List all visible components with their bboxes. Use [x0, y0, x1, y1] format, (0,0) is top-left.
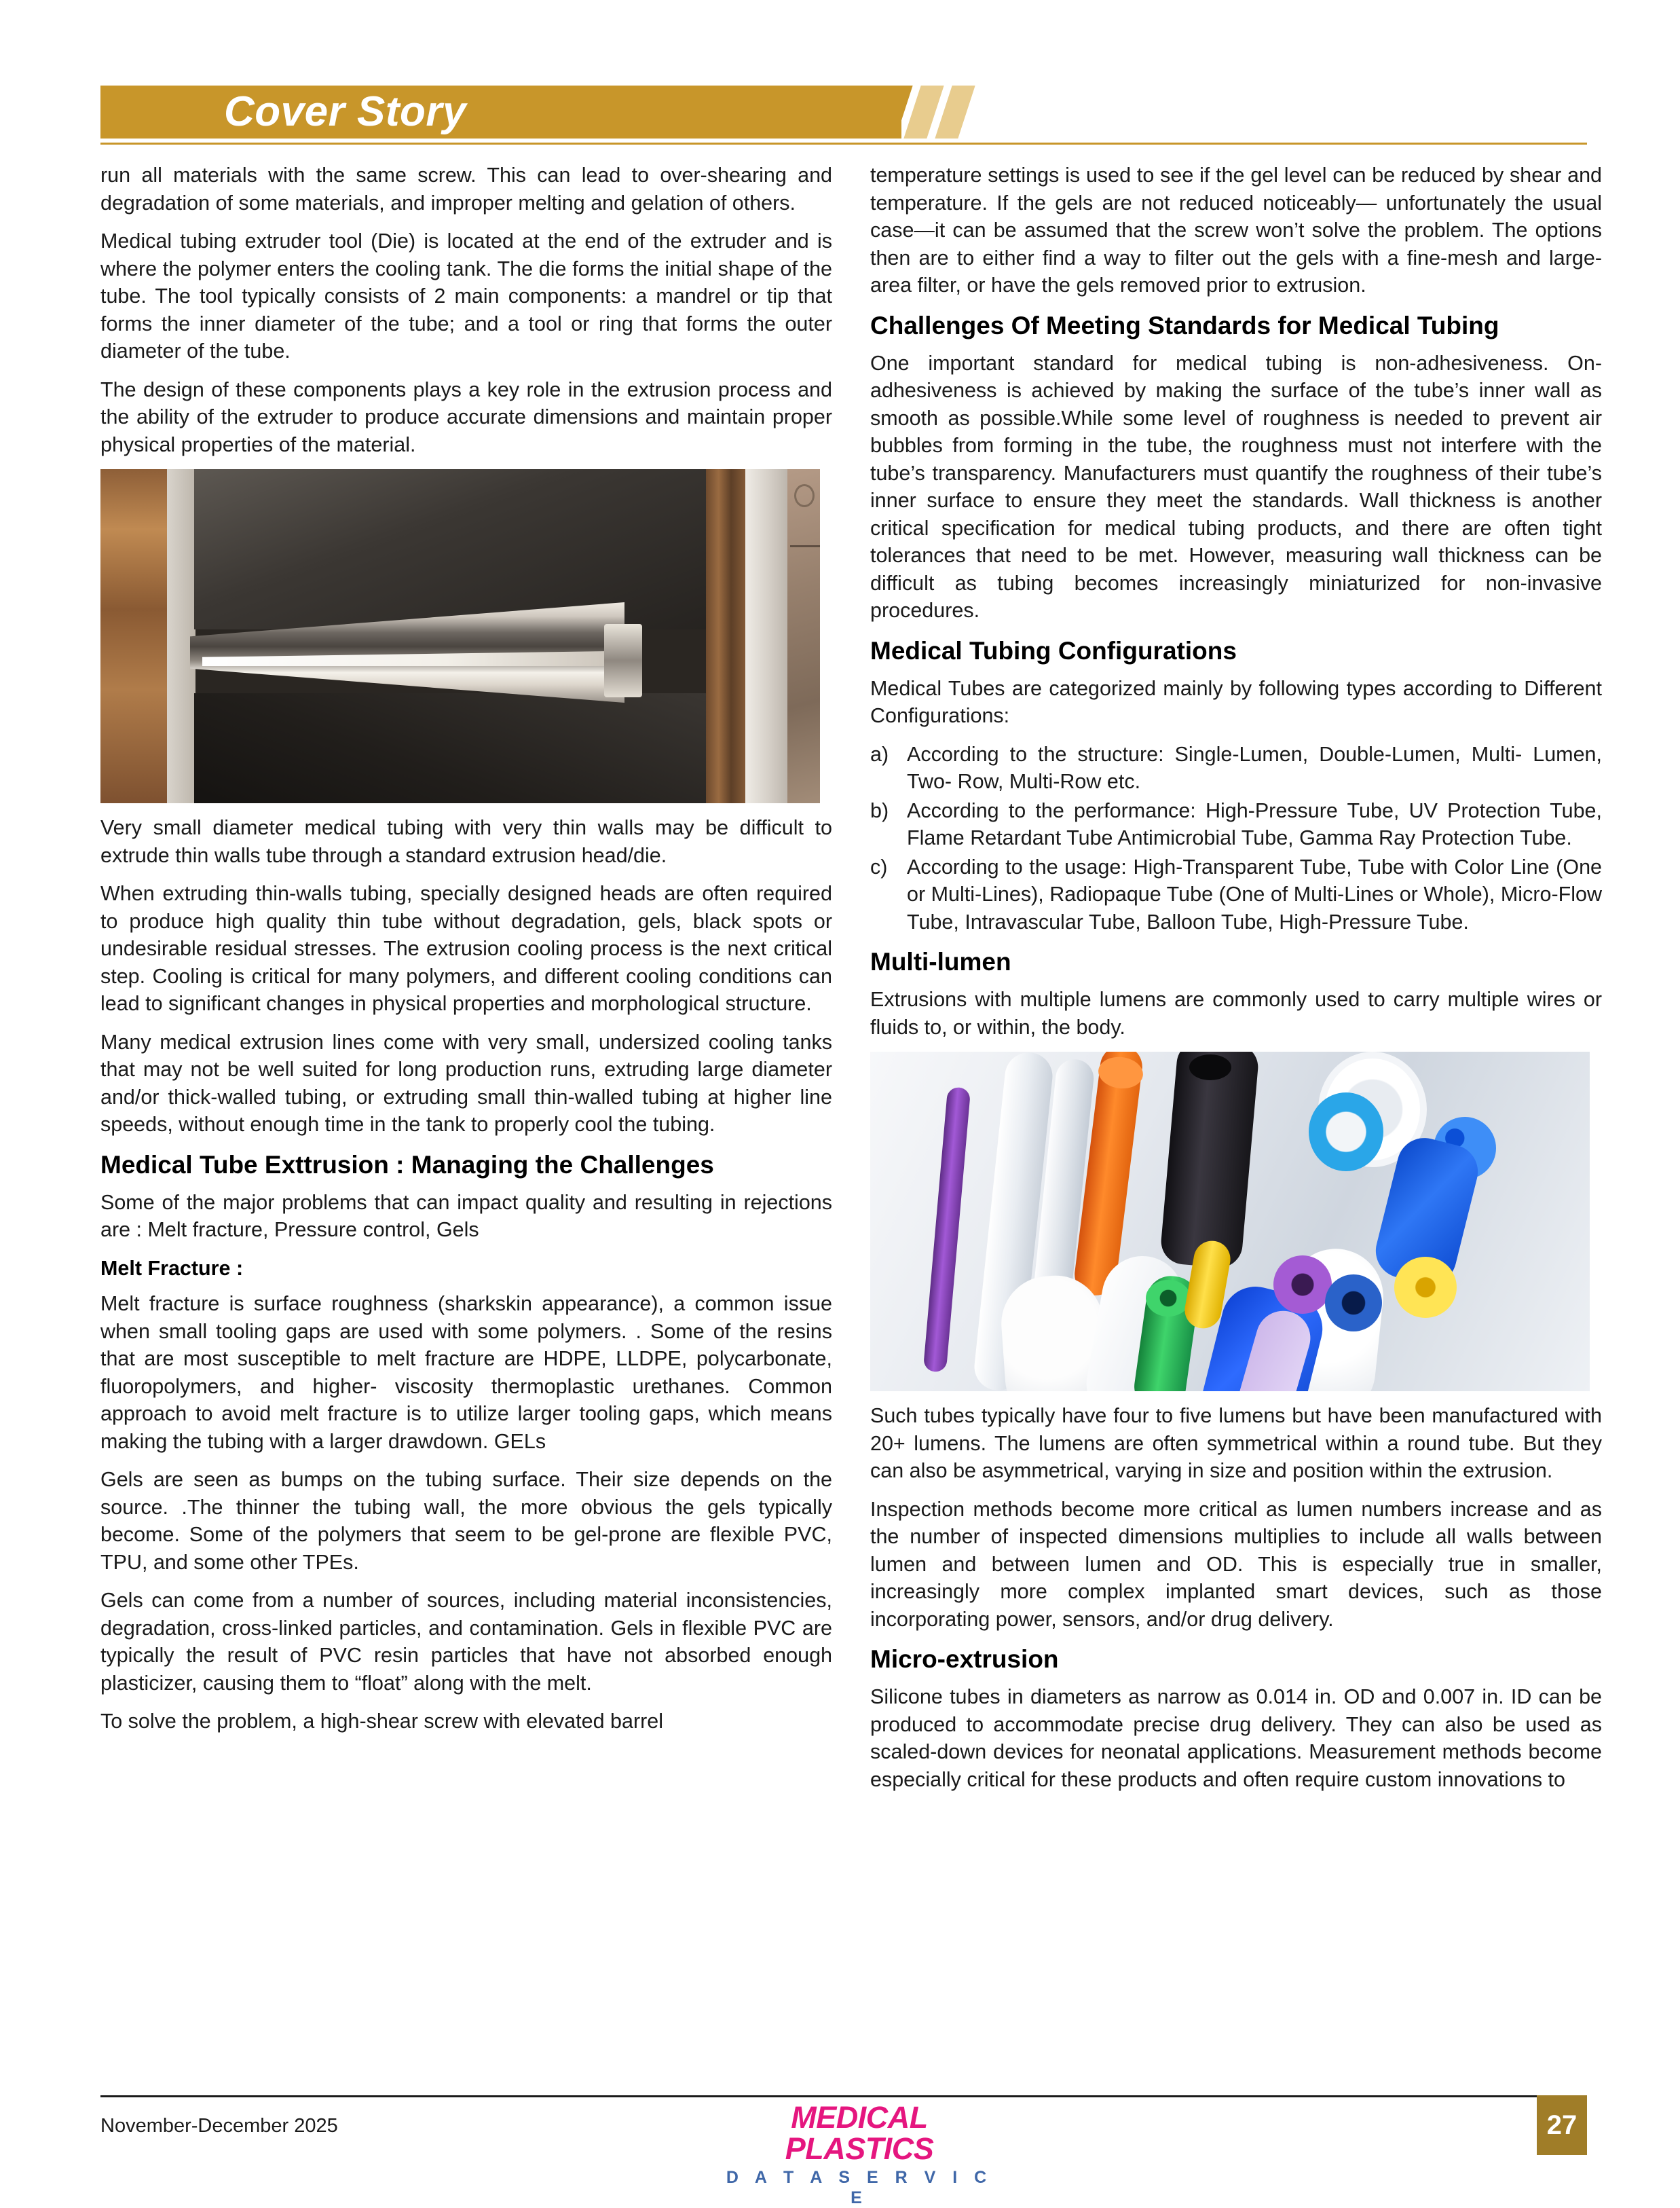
paragraph: Melt fracture is surface roughness (sharkskin appearance), a common issue when small tooling gaps are used with some polymers. . Some of the resins that are most susceptible to melt fracture are HDPE, LLDPE, polycarbonate, fluoropolymers, and higher- viscosity thermoplastic urethanes. Common approach to avoid melt fracture is to utilize larger tooling gaps, which means making the tubing with a larger drawdown. GELs — [100, 1292, 832, 1453]
paragraph: Many medical extrusion lines come with very small, undersized cooling tanks that may not be well suited for long production runs, extruding large diameter and/or thick-walled tubing, or extruding small thin-walled tubing at higher line speeds, without enough time in the tank to properly cool the tubing. — [100, 1030, 832, 1136]
paragraph: Silicone tubes in diameters as narrow as 0.014 in. OD and 0.007 in. ID can be produced to accommodate precise drug delivery. They can also be used as scaled-down devices for neonatal applications. Measurement methods become especially critical for these products and often require custom innovations to — [870, 1685, 1602, 1791]
configurations-list — [870, 741, 1602, 936]
masthead-gold-bar — [100, 86, 901, 139]
list-item — [870, 741, 1602, 796]
publication-logo — [717, 2102, 1002, 2208]
list-marker: a) — [870, 742, 889, 766]
list-marker: b) — [870, 798, 889, 822]
list-item-text: According to the structure: Single-Lumen, Double-Lumen, Multi- Lumen, Two- Row, Multi-Row etc. — [907, 742, 1602, 793]
list-item-text: According to the performance: High-Pressure Tube, UV Protection Tube, Flame Retardant Tube Antimicrobial Tube, Gamma Ray Protection Tube. — [907, 798, 1602, 849]
list-item — [870, 853, 1602, 936]
right-column — [870, 162, 1602, 1793]
heading-challenges-standards: Challenges Of Meeting Standards for Medical Tubing — [870, 311, 1499, 339]
paragraph: Very small diameter medical tubing with very thin walls may be difficult to extrude thin walls tube through a standard extrusion head/die. — [100, 816, 832, 867]
paragraph: The design of these components plays a key role in the extrusion process and the ability of the extruder to produce accurate dimensions and maintain proper physical properties of the material. — [100, 378, 832, 456]
figure-multilumen-tubes — [870, 1052, 1602, 1391]
logo-subtitle: D A T A S E R V I C E — [726, 2168, 993, 2207]
masthead-divider — [100, 143, 1587, 145]
page-footer — [100, 2100, 1587, 2207]
paragraph: Inspection methods become more critical as lumen numbers increase and as the number of inspected dimensions multiplies to include all walls between lumen and between lumen and OD. This is especially true in smaller, increasingly more complex implanted smart devices, such as those incorporating power, sensors, and/or drug delivery. — [870, 1497, 1602, 1631]
figure-extrusion-die — [100, 469, 832, 803]
paragraph: Extrusions with multiple lumens are commonly used to carry multiple wires or fluids to, or within, the body. — [870, 988, 1602, 1039]
footer-divider — [100, 2095, 1587, 2097]
paragraph: temperature settings is used to see if the gel level can be reduced by shear and temperature. If the gels are not reduced noticeably— unfortunately the usual case—it can be assumed that the screw won’t solve the problem. The options then are to either find a way to filter out the gels with a fine-mesh and large-area filter, or have the gels removed prior to extrusion. — [870, 164, 1602, 297]
paragraph: Gels are seen as bumps on the tubing surface. Their size depends on the source. .The thinner the tubing wall, the more obvious the gels typically become. Some of the polymers that seem to be gel-prone are flexible PVC, TPU, and some other TPEs. — [100, 1468, 832, 1574]
paragraph: One important standard for medical tubing is non-adhesiveness. On- adhesiveness is achieved by making the surface of the tube’s inner wall as smooth as possible.While some level of roughness is needed to prevent air bubbles from forming in the tube, the roughness must not interfere with the tube’s transparency. Manufacturers must quantify the roughness of their tube’s inner surface to ensure they meet the standards. Wall thickness is another critical specification for medical tubing products, and there are often tight tolerances that need to be met. However, measuring wall thickness can be difficult as tubing becomes increasingly miniaturized for non-invasive procedures. — [870, 351, 1602, 622]
left-column — [100, 162, 832, 1735]
heading-medical-tube-extrusion: Medical Tube Exttrusion : Managing the Challenges — [100, 1150, 714, 1179]
heading-multi-lumen: Multi-lumen — [870, 948, 1011, 976]
issue-date: November-December 2025 — [100, 2115, 338, 2137]
paragraph: Gels can come from a number of sources, including material inconsistencies, degradation, cross-linked particles, and contamination. Gels in flexible PVC are typically the result of PVC resin particles that have not absorbed enough plasticizer, causing them to “float” along with the melt. — [100, 1589, 832, 1695]
list-item-text: According to the usage: High-Transparent Tube, Tube with Color Line (One or Multi-Lines), Radiopaque Tube (One of Multi-Lines or Whole), Micro-Flow Tube, Intravascular Tube, Balloon Tube, High-Pressure Tube. — [907, 855, 1602, 934]
list-marker: c) — [870, 855, 888, 879]
paragraph: Medical Tubes are categorized mainly by following types according to Different Configurations: — [870, 676, 1602, 727]
subheading-melt-fracture: Melt Fracture : — [100, 1256, 244, 1280]
list-item — [870, 797, 1602, 852]
paragraph: To solve the problem, a high-shear screw with elevated barrel — [100, 1710, 663, 1733]
paragraph: Such tubes typically have four to five lumens but have been manufactured with 20+ lumens. The lumens are often symmetrical within a round tube. But they can also be asymmetrical, varying in size and position within the extrusion. — [870, 1404, 1602, 1482]
heading-tubing-configurations: Medical Tubing Configurations — [870, 636, 1237, 665]
paragraph: run all materials with the same screw. This can lead to over-shearing and degradation of some materials, and improper melting and gelation of others. — [100, 164, 832, 215]
masthead-banner — [100, 86, 1587, 145]
page-number-badge: 27 — [1537, 2095, 1587, 2155]
paragraph: Medical tubing extruder tool (Die) is located at the end of the extruder and is where the polymer enters the cooling tank. The die forms the initial shape of the tube. The tool typically consists of 2 main components: a mandrel or tip that forms the inner diameter of the tube; and a tool or ring that forms the outer diameter of the tube. — [100, 229, 832, 363]
tubes-photo — [870, 1052, 1590, 1391]
die-photo — [100, 469, 820, 803]
paragraph: Some of the major problems that can impact quality and resulting in rejections are : Melt fracture, Pressure control, Gels — [100, 1190, 832, 1241]
page-title: Cover Story — [224, 88, 466, 135]
paragraph: When extruding thin-walls tubing, specially designed heads are often required to produce high quality thin tube without degradation, gels, black spots or undesirable residual stresses. The extrusion cooling process is the next critical step. Cooling is critical for many polymers, and different cooling conditions can lead to significant changes in physical properties and morphological structure. — [100, 882, 832, 1015]
logo-title: MEDICAL PLASTICS — [785, 2100, 934, 2166]
heading-micro-extrusion: Micro-extrusion — [870, 1645, 1059, 1673]
